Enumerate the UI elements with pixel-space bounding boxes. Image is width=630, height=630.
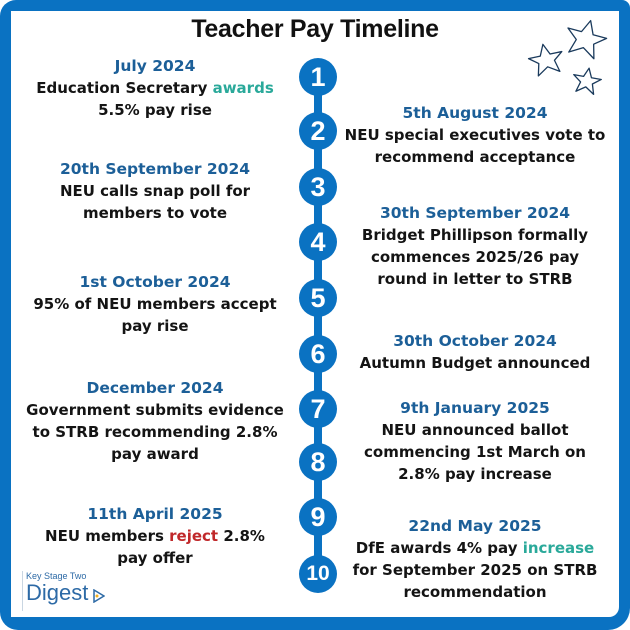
timeline-event-7 [14, 377, 296, 465]
brand-logo [22, 571, 106, 611]
event-date: 30th September 2024 [379, 204, 571, 222]
event-description-line: commences 2025/26 pay [370, 248, 580, 266]
event-description-line: round in letter to STRB [377, 270, 573, 288]
timeline-node-4: 4 [299, 223, 337, 261]
event-description-line: pay rise [121, 317, 189, 335]
event-date: 22nd May 2025 [408, 517, 542, 535]
event-text: NEU members [45, 527, 170, 545]
event-text: 2.8% [218, 527, 265, 545]
event-description-line: Government submits evidence [26, 401, 284, 419]
timeline-node-8: 8 [299, 443, 337, 481]
event-description-line: NEU announced ballot [381, 421, 569, 439]
timeline-node-9: 9 [299, 498, 337, 536]
play-arrow-icon [93, 589, 105, 603]
event-date: 9th January 2025 [400, 399, 550, 417]
event-description-line: commencing 1st March on [364, 443, 586, 461]
event-description-line: 95% of NEU members accept [33, 295, 277, 313]
event-date: 30th October 2024 [393, 332, 557, 350]
timeline-event-3 [14, 158, 296, 224]
highlight-word: reject [169, 527, 219, 545]
logo-line-2: Digest [26, 580, 89, 605]
event-description-line: pay award [111, 445, 199, 463]
event-description [14, 77, 296, 99]
timeline-event-9 [14, 503, 296, 569]
event-description-line: recommend acceptance [374, 148, 576, 166]
timeline-event-2 [340, 102, 610, 168]
event-description-line: NEU calls snap poll for [59, 182, 251, 200]
event-date: December 2024 [86, 379, 224, 397]
timeline-node-1: 1 [299, 58, 337, 96]
event-date: 11th April 2025 [87, 505, 223, 523]
timeline-event-4 [340, 202, 610, 290]
event-description [340, 537, 610, 559]
event-description-line: to STRB recommending 2.8% [32, 423, 278, 441]
timeline-node-10: 10 [299, 555, 337, 593]
event-description-line: 2.8% pay increase [398, 465, 552, 483]
timeline-event-6 [340, 330, 610, 374]
event-text: DfE awards 4% pay [355, 539, 523, 557]
highlight-word: increase [522, 539, 595, 557]
event-date: 20th September 2024 [59, 160, 251, 178]
event-description-line: Bridget Phillipson formally [361, 226, 589, 244]
page-title: Teacher Pay Timeline [191, 15, 439, 43]
event-description-line: for September 2025 on STRB [352, 561, 598, 579]
event-date: 5th August 2024 [402, 104, 548, 122]
logo-line-1: Key Stage Two [26, 571, 87, 581]
event-date: 1st October 2024 [79, 273, 231, 291]
timeline-node-6: 6 [299, 335, 337, 373]
event-date: July 2024 [114, 57, 196, 75]
timeline-event-1 [14, 55, 296, 121]
event-description-line: 5.5% pay rise [98, 101, 212, 119]
timeline-node-7: 7 [299, 390, 337, 428]
event-description-line: recommendation [403, 583, 547, 601]
timeline-event-8 [340, 397, 610, 485]
event-description-line: pay offer [117, 549, 193, 567]
timeline-node-5: 5 [299, 279, 337, 317]
event-description-line: members to vote [82, 204, 228, 222]
stars-decoration-icon [522, 12, 622, 102]
event-description [14, 525, 296, 547]
event-description-line: NEU special executives vote to [344, 126, 606, 144]
timeline-event-10 [340, 515, 610, 603]
event-text: Education Secretary [36, 79, 213, 97]
timeline-event-5 [14, 271, 296, 337]
timeline-node-2: 2 [299, 112, 337, 150]
event-description-line: Autumn Budget announced [359, 354, 591, 372]
timeline-node-3: 3 [299, 168, 337, 206]
highlight-word: awards [212, 79, 274, 97]
